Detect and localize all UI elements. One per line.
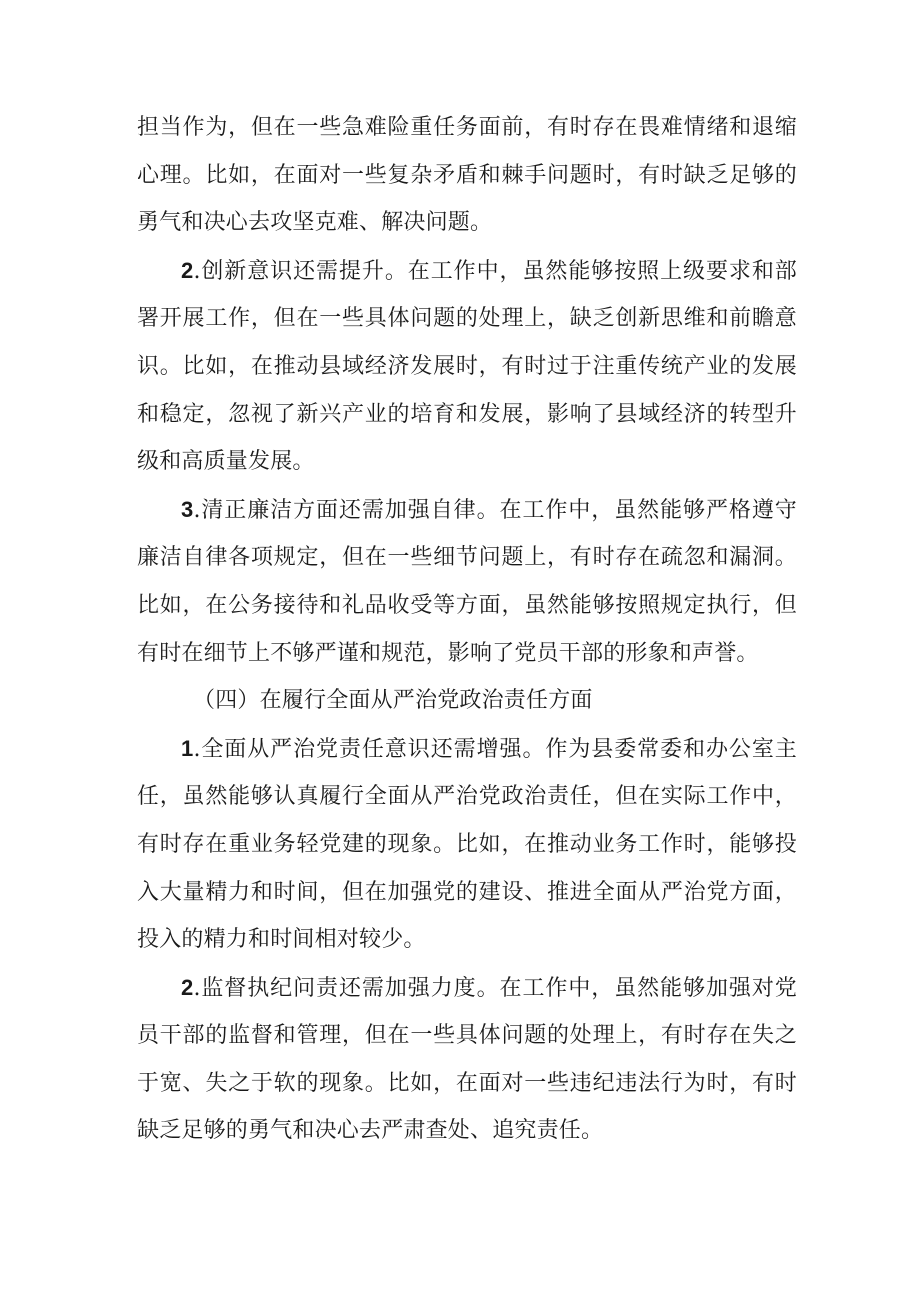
section-heading-4: （四）在履行全面从严治党政治责任方面	[193, 688, 593, 714]
paragraph-continuation	[137, 104, 797, 247]
paragraph-item-2-supervision	[137, 964, 797, 1155]
paragraph-text: 担当作为，但在一些急难险重任务面前，有时存在畏难情绪和退缩心理。比如，在面对一些复杂矛盾和棘手问题时，有时缺乏足够的勇气和决心去攻坚克难、解决问题。	[137, 115, 797, 236]
paragraph-text: .监督执纪问责还需加强力度。在工作中，虽然能够加强对党员干部的监督和管理，但在一些具体问题的处理上，有时存在失之于宽、失之于软的现象。比如，在面对一些违纪违法行为时，有时缺乏足够的勇气和决心去严肃查处、追究责任。	[137, 975, 797, 1144]
paragraph-item-3-integrity	[137, 486, 797, 677]
paragraph-item-2-innovation	[137, 247, 797, 486]
paragraph-item-1-responsibility	[137, 725, 797, 964]
document-body	[137, 104, 797, 1155]
item-number: 3	[181, 496, 194, 522]
paragraph-text: .全面从严治党责任意识还需增强。作为县委常委和办公室主任，虽然能够认真履行全面从严治党政治责任，但在实际工作中，有时存在重业务轻党建的现象。比如，在推动业务工作时，能够投入大量精力和时间，但在加强党的建设、推进全面从严治党方面，投入的精力和时间相对较少。	[137, 736, 797, 953]
paragraph-text: .清正廉洁方面还需加强自律。在工作中，虽然能够严格遵守廉洁自律各项规定，但在一些细节问题上，有时存在疏忽和漏洞。比如，在公务接待和礼品收受等方面，虽然能够按照规定执行，但有时在细节上不够严谨和规范，影响了党员干部的形象和声誉。	[137, 497, 797, 666]
item-number: 2	[181, 974, 194, 1000]
item-number: 1	[181, 735, 194, 761]
paragraph-text: .创新意识还需提升。在工作中，虽然能够按照上级要求和部署开展工作，但在一些具体问题的处理上，缺乏创新思维和前瞻意识。比如，在推动县域经济发展时，有时过于注重传统产业的发展和稳定，忽视了新兴产业的培育和发展，影响了县域经济的转型升级和高质量发展。	[137, 258, 797, 475]
item-number: 2	[181, 257, 194, 283]
